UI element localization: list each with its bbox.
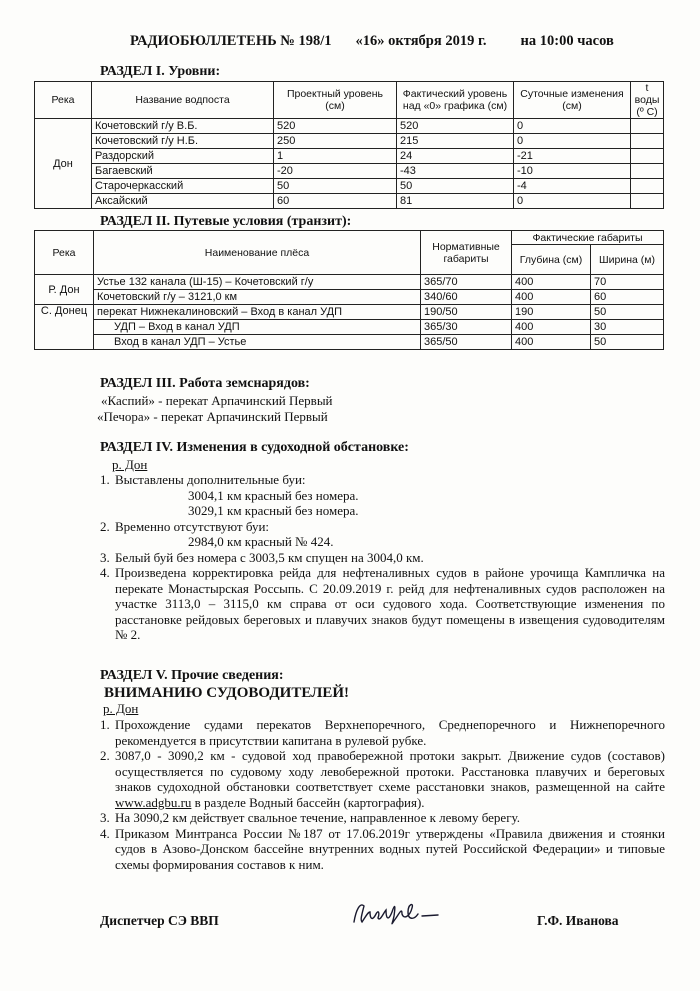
- buoy-line: 3029,1 км красный без номера.: [188, 503, 359, 518]
- table-row: [35, 305, 664, 320]
- col-river: Река: [35, 231, 94, 275]
- col-water-temp: t воды (º С): [631, 82, 664, 119]
- post-cell: Аксайский: [92, 194, 274, 209]
- change-cell: 0: [514, 119, 631, 134]
- temp-cell: [631, 149, 664, 164]
- change-cell: -10: [514, 164, 631, 179]
- col-stretch: Наименование плёса: [94, 231, 421, 275]
- change-cell: -21: [514, 149, 631, 164]
- col-normative: Нормативные габариты: [421, 231, 512, 275]
- handwritten-signature: [348, 896, 448, 930]
- change-cell: 0: [514, 194, 631, 209]
- item-number: 2.: [100, 518, 110, 534]
- section5-title: РАЗДЕЛ V. Прочие сведения:: [100, 668, 284, 683]
- dispatcher-position: Диспетчер СЭ ВВП: [100, 913, 219, 928]
- col-actual-level: Фактический уровень над «0» графика (см): [397, 82, 514, 119]
- table-row: [35, 335, 664, 350]
- col-width: Ширина (м): [591, 245, 664, 275]
- design-cell: -20: [274, 164, 397, 179]
- section4-river: р. Дон: [112, 457, 148, 472]
- design-cell: 250: [274, 134, 397, 149]
- river-cell: Р. Дон: [35, 275, 94, 305]
- temp-cell: [631, 119, 664, 134]
- post-cell: Старочеркасский: [92, 179, 274, 194]
- depth-cell: 400: [512, 275, 591, 290]
- list-item: [100, 810, 665, 826]
- table-row: [35, 149, 664, 164]
- design-cell: 1: [274, 149, 397, 164]
- item-number: 2.: [100, 748, 110, 763]
- dredger-line: «Каспий» - перекат Арпачинский Первый: [101, 393, 333, 408]
- item-text: Приказом Минтранса России №187 от 17.06.2019г утверждены «Правила движения и стоянки судов в Азово-Донском бассейне внутренних водных путей Российской Федерации» и типовые схемы формирования составов к ним.: [115, 825, 665, 872]
- bulletin-date: «16» октября 2019 г.: [355, 33, 487, 49]
- actual-cell: 24: [397, 149, 514, 164]
- buoy-line: 2984,0 км красный № 424.: [188, 534, 334, 549]
- col-depth: Глубина (см): [512, 245, 591, 275]
- col-daily-change: Суточные изменения (см): [514, 82, 631, 119]
- transit-table: [34, 230, 664, 350]
- table-row: [35, 320, 664, 335]
- design-cell: 60: [274, 194, 397, 209]
- table-row: [35, 119, 664, 134]
- width-cell: 50: [591, 305, 664, 320]
- river-cell: Дон: [35, 119, 92, 209]
- normative-cell: 190/50: [421, 305, 512, 320]
- levels-header-row: [35, 82, 664, 119]
- website-link[interactable]: www.adgbu.ru: [115, 794, 192, 810]
- width-cell: 50: [591, 335, 664, 350]
- list-item: [100, 472, 665, 488]
- actual-cell: 81: [397, 194, 514, 209]
- item-number: 3.: [100, 810, 110, 825]
- item-text: Выставлены дополнительные буи:: [115, 472, 306, 487]
- section4-title: РАЗДЕЛ IV. Изменения в судоходной обстановке:: [100, 440, 409, 455]
- width-cell: 30: [591, 320, 664, 335]
- section1-title: РАЗДЕЛ I. Уровни:: [100, 64, 221, 79]
- list-item: [100, 826, 665, 873]
- item-number: 1.: [100, 717, 110, 732]
- col-design-level: Проектный уровень (см): [274, 82, 397, 119]
- list-item: [100, 565, 665, 643]
- list-item: [100, 519, 665, 535]
- section2-title: РАЗДЕЛ II. Путевые условия (транзит):: [100, 214, 352, 229]
- post-cell: Кочетовский г/у Н.Б.: [92, 134, 274, 149]
- item-text: На 3090,2 км действует свальное течение, направленное к левому берегу.: [115, 810, 520, 825]
- attention-heading: ВНИМАНИЮ СУДОВОДИТЕЛЕЙ!: [104, 685, 349, 701]
- bulletin-header: [130, 33, 670, 50]
- table-row: [35, 275, 664, 290]
- section4-list: [100, 472, 665, 643]
- list-item: [100, 550, 665, 566]
- actual-cell: 50: [397, 179, 514, 194]
- section5-list: [100, 717, 665, 872]
- change-cell: -4: [514, 179, 631, 194]
- section5-river: р. Дон: [103, 701, 139, 716]
- list-item: [100, 717, 665, 748]
- stretch-cell: УДП – Вход в канал УДП: [94, 320, 421, 335]
- post-cell: Кочетовский г/у В.Б.: [92, 119, 274, 134]
- normative-cell: 365/30: [421, 320, 512, 335]
- normative-cell: 340/60: [421, 290, 512, 305]
- actual-cell: -43: [397, 164, 514, 179]
- section3-title: РАЗДЕЛ III. Работа земснарядов:: [100, 376, 310, 391]
- design-cell: 520: [274, 119, 397, 134]
- width-cell: 60: [591, 290, 664, 305]
- stretch-cell: Вход в канал УДП – Устье: [94, 335, 421, 350]
- stretch-cell: Кочетовский г/у – 3121,0 км: [94, 290, 421, 305]
- item-number: 3.: [100, 549, 110, 565]
- item-text-part: 3087,0 - 3090,2 км - судовой ход правобережной протоки закрыт. Движение судов (составов) осуществляется по судовому ходу левобережной протоки. Расстановка плавучих и береговых знаков судоходной обстановки соответствует схеме расстановки знаков, размещенной на сайте: [115, 748, 665, 794]
- depth-cell: 400: [512, 335, 591, 350]
- normative-cell: 365/70: [421, 275, 512, 290]
- item-number: 1.: [100, 472, 110, 487]
- stretch-cell: перекат Нижнекалиновский – Вход в канал УДП: [94, 305, 421, 320]
- post-cell: Багаевский: [92, 164, 274, 179]
- stretch-cell: Устье 132 канала (Ш-15) – Кочетовский г/у: [94, 275, 421, 290]
- item-text: Произведена корректировка рейда для нефтеналивных судов в районе урочища Кампличка на перекате Монастырская Россыпь. С 20.09.2019 г. рейд для нефтеналивных судов расположен на участке 3113,0 – 3115,0 км справа от оси судового хода. Соответствующие изменения по расстановке рейдовых береговых и плавучих знаков будут помещены в извещения судоводителям № 2.: [115, 565, 665, 642]
- temp-cell: [631, 179, 664, 194]
- width-cell: 70: [591, 275, 664, 290]
- item-number: 4.: [100, 825, 110, 841]
- transit-header-row: [35, 231, 664, 245]
- table-row: [35, 194, 664, 209]
- design-cell: 50: [274, 179, 397, 194]
- dispatcher-name: Г.Ф. Иванова: [537, 913, 619, 928]
- actual-cell: 215: [397, 134, 514, 149]
- levels-table: [34, 81, 664, 209]
- post-cell: Раздорский: [92, 149, 274, 164]
- temp-cell: [631, 164, 664, 179]
- item-number: 4.: [100, 565, 110, 580]
- temp-cell: [631, 194, 664, 209]
- col-river: Река: [35, 82, 92, 119]
- depth-cell: 400: [512, 290, 591, 305]
- table-row: [35, 179, 664, 194]
- depth-cell: 400: [512, 320, 591, 335]
- bulletin-time: на 10:00 часов: [520, 33, 614, 49]
- dredger-line: «Печора» - перекат Арпачинский Первый: [97, 409, 328, 424]
- table-row: [35, 164, 664, 179]
- actual-cell: 520: [397, 119, 514, 134]
- col-post: Название водпоста: [92, 82, 274, 119]
- item-text: Прохождение судами перекатов Верхнепоречного, Среднепоречного и Нижнепоречного рекомендуется в присутствии капитана в рулевой рубке.: [115, 717, 665, 748]
- change-cell: 0: [514, 134, 631, 149]
- item-text-part: в разделе Водный бассейн (картография).: [191, 794, 425, 810]
- river-cell: С. Донец: [35, 305, 94, 350]
- list-item: [100, 748, 665, 810]
- table-row: [35, 134, 664, 149]
- item-text: Временно отсутствуют буи:: [115, 518, 270, 534]
- normative-cell: 365/50: [421, 335, 512, 350]
- item-text: [115, 748, 665, 810]
- table-row: [35, 290, 664, 305]
- temp-cell: [631, 134, 664, 149]
- item-text: Белый буй без номера с 3003,5 км спущен на 3004,0 км.: [115, 549, 424, 565]
- bulletin-title: РАДИОБЮЛЛЕТЕНЬ № 198/1: [130, 33, 332, 49]
- depth-cell: 190: [512, 305, 591, 320]
- buoy-line: 3004,1 км красный без номера.: [188, 487, 359, 503]
- col-actual: Фактические габариты: [512, 231, 664, 245]
